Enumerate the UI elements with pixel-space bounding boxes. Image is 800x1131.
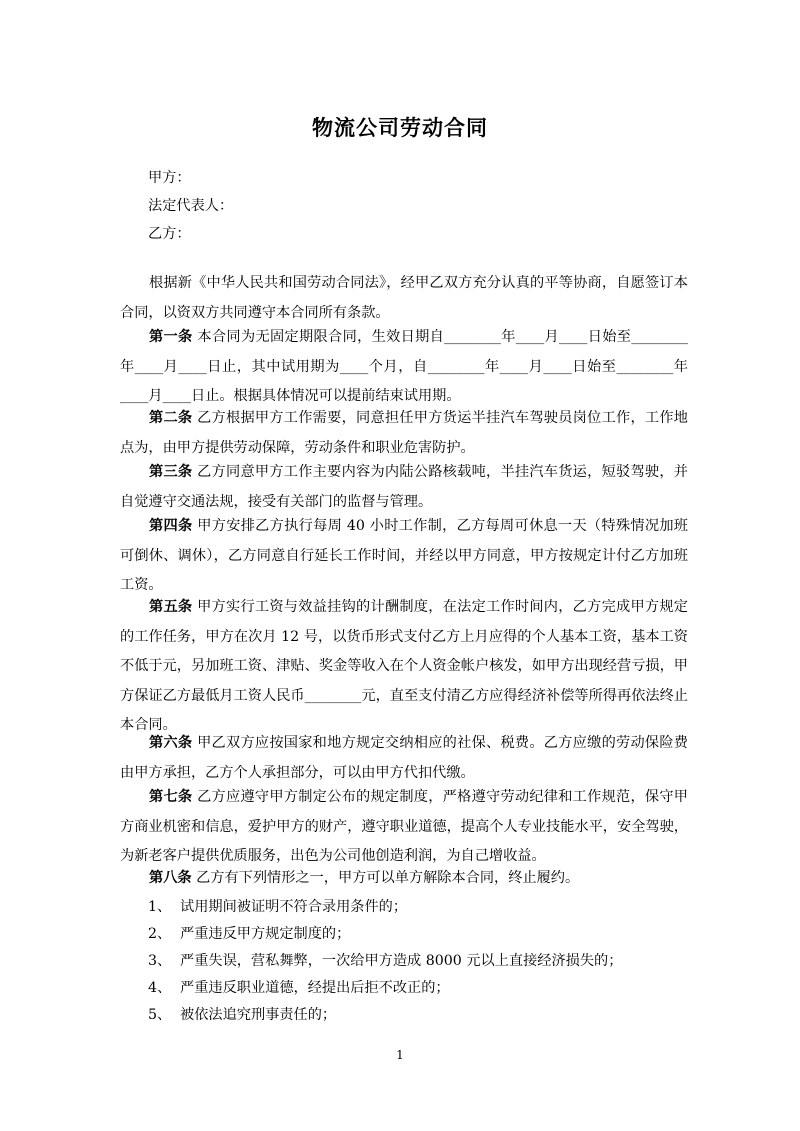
list-item-number: 3、 xyxy=(148,953,172,969)
article-label: 第五条 xyxy=(149,599,193,615)
party-b-label: 乙方： xyxy=(148,226,191,242)
article-label: 第七条 xyxy=(149,789,193,805)
article-6 xyxy=(120,729,688,788)
list-item-text: 严重违反职业道德，经提出后拒不改正的； xyxy=(180,980,450,996)
article-text: 乙方应遵守甲方制定公布的规定制度，严格遵守劳动纪律和工作规范，保守甲方商业机密和信息，爱护甲方的财产，遵守职业道德，提高个人专业技能水平，安全驾驶，为新老客户提供优质服务，出色为公司他创造利润，为自己增收益。 xyxy=(120,789,688,864)
list-item-number: 1、 xyxy=(148,899,172,915)
party-a-label: 甲方： xyxy=(148,170,191,186)
list-item-number: 5、 xyxy=(148,1007,172,1023)
article-2 xyxy=(120,404,688,463)
list-item xyxy=(148,924,350,944)
article-text: 甲方实行工资与效益挂钩的计酬制度，在法定工作时间内，乙方完成甲方规定的工作任务，甲方在次月 12 号，以货币形式支付乙方上月应得的个人基本工资，基本工资不低于元，另加班工资、津贴、奖金等收入在个人资金帐户核发，如甲方出现经营亏损，甲方保证乙方最低月工资人民币________元，直至支付清乙方应得经济补偿等所得再依法终止本合同。 xyxy=(120,599,688,733)
list-item-number: 4、 xyxy=(148,980,172,996)
intro-paragraph: 根据新《中华人民共和国劳动合同法》，经甲乙双方充分认真的平等协商，自愿签订本合同，以资双方共同遵守本合同所有条款。 xyxy=(120,275,688,321)
article-text: 甲乙双方应按国家和地方规定交纳相应的社保、税费。乙方应缴的劳动保险费由甲方承担，乙方个人承担部分，可以由甲方代扣代缴。 xyxy=(120,735,688,781)
legal-representative-label: 法定代表人： xyxy=(148,198,234,214)
article-label: 第六条 xyxy=(149,735,193,751)
article-8 xyxy=(120,864,688,894)
document-title: 物流公司劳动合同 xyxy=(312,116,488,140)
article-label: 第一条 xyxy=(149,329,193,345)
list-item-text: 严重违反甲方规定制度的； xyxy=(180,926,351,942)
list-item-text: 严重失误，营私舞弊，一次给甲方造成 8000 元以上直接经济损失的； xyxy=(180,953,623,969)
list-item xyxy=(148,978,450,998)
article-4 xyxy=(120,512,688,601)
article-7 xyxy=(120,783,688,872)
list-item xyxy=(148,1005,336,1025)
list-item xyxy=(148,897,407,917)
article-3 xyxy=(120,458,688,517)
list-item xyxy=(148,951,622,971)
article-1 xyxy=(120,323,688,412)
list-item-text: 被依法追究刑事责任的； xyxy=(180,1007,337,1023)
article-label: 第三条 xyxy=(149,464,193,480)
article-text: 甲方安排乙方执行每周 40 小时工作制，乙方每周可休息一天（特殊情况加班可倒休、调休），乙方同意自行延长工作时间，并经以甲方同意，甲方按规定计付乙方加班工资。 xyxy=(120,518,688,593)
article-text: 乙方有下列情形之一，甲方可以单方解除本合同，终止履约。 xyxy=(191,870,580,886)
article-text: 乙方根据甲方工作需要，同意担任甲方货运半挂汽车驾驶员岗位工作，工作地点为，由甲方提供劳动保障，劳动条件和职业危害防护。 xyxy=(120,410,688,456)
list-item-text: 试用期间被证明不符合录用条件的； xyxy=(180,899,408,915)
article-label: 第四条 xyxy=(149,518,193,534)
list-item-number: 2、 xyxy=(148,926,172,942)
article-text: 乙方同意甲方工作主要内容为内陆公路核载吨，半挂汽车货运，短驳驾驶，并自觉遵守交通法规，接受有关部门的监督与管理。 xyxy=(120,464,688,510)
article-text: 本合同为无固定期限合同，生效日期自________年____月____日始至________年____月____日止，其中试用期为____个月，自________年____月____日始至________年____月____日止。根据具体情况可以提前结束试用期。 xyxy=(120,329,688,404)
article-5 xyxy=(120,593,688,741)
page-number: 1 xyxy=(396,1048,404,1062)
article-label: 第二条 xyxy=(149,410,193,426)
article-label: 第八条 xyxy=(149,870,192,886)
